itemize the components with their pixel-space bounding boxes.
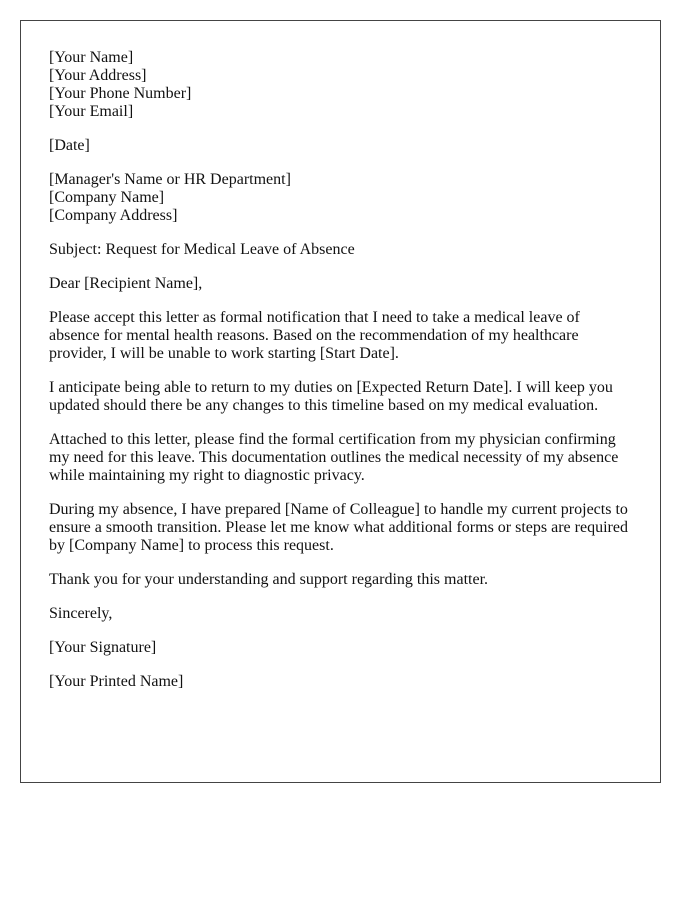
sender-phone: [Your Phone Number] (49, 85, 192, 102)
paragraph-line: while maintaining my right to diagnostic privacy. (49, 467, 365, 484)
recipient-block (49, 171, 632, 225)
paragraph-line: I anticipate being able to return to my duties on [Expected Return Date]. I will keep you (49, 379, 613, 396)
body-paragraph (49, 431, 632, 485)
subject-line: Subject: Request for Medical Leave of Absence (49, 241, 355, 258)
paragraph-line: Please accept this letter as formal notification that I need to take a medical leave of (49, 309, 580, 326)
sender-name: [Your Name] (49, 49, 134, 66)
body-paragraph (49, 309, 632, 363)
paragraph-line: updated should there be any changes to this timeline based on my medical evaluation. (49, 397, 599, 414)
date: [Date] (49, 137, 90, 154)
sender-address: [Your Address] (49, 67, 147, 84)
recipient-name: [Manager's Name or HR Department] (49, 171, 291, 188)
recipient-address: [Company Address] (49, 207, 178, 224)
paragraph-line: During my absence, I have prepared [Name of Colleague] to handle my current projects to (49, 501, 628, 518)
body-paragraph (49, 571, 632, 589)
paragraph-line: provider, I will be unable to work starting [Start Date]. (49, 345, 399, 362)
paragraph-line: Attached to this letter, please find the formal certification from my physician confirming (49, 431, 616, 448)
sender-email: [Your Email] (49, 103, 134, 120)
body-paragraph (49, 379, 632, 415)
recipient-company: [Company Name] (49, 189, 165, 206)
paragraph-line: Thank you for your understanding and support regarding this matter. (49, 571, 489, 588)
sender-block (49, 49, 632, 121)
paragraph-line: my need for this leave. This documentation outlines the medical necessity of my absence (49, 449, 619, 466)
signature: [Your Signature] (49, 639, 157, 656)
paragraph-line: ensure a smooth transition. Please let me know what additional forms or steps are required (49, 519, 628, 536)
paragraph-line: absence for mental health reasons. Based on the recommendation of my healthcare (49, 327, 579, 344)
closing: Sincerely, (49, 605, 113, 622)
paragraph-line: by [Company Name] to process this request. (49, 537, 334, 554)
salutation: Dear [Recipient Name], (49, 275, 203, 292)
letter (20, 20, 661, 783)
printed-name: [Your Printed Name] (49, 673, 184, 690)
body-paragraph (49, 501, 632, 555)
